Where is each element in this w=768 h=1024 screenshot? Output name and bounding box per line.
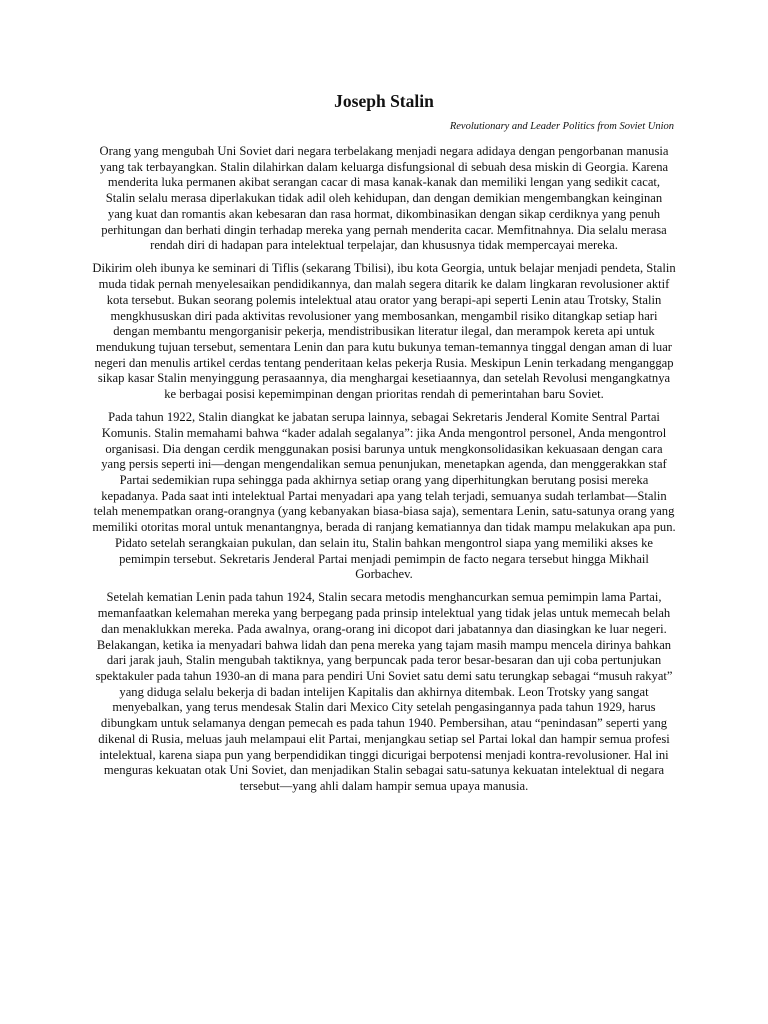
paragraph-3: Pada tahun 1922, Stalin diangkat ke jabatan serupa lainnya, sebagai Sekretaris Jenderal Komite Sentral Partai Komunis. Stalin memahami bahwa “kader adalah segalanya”: jika Anda mengontrol personel, Anda mengontrol organisasi. Dia dengan cerdik menggunakan posisi barunya untuk mengkonsolidasikan kekuasaan dengan cara yang persis seperti ini—dengan mengendalikan semua penunjukan, menetapkan agenda, dan menggerakkan staf Partai sedemikian rupa sehingga pada akhirnya setiap orang yang diperhitungkan berutang posisi mereka kepadanya. Pada saat inti intelektual Partai menyadari apa yang telah terjadi, semuanya sudah terlambat—Stalin telah menempatkan orang-orangnya (yang kebanyakan biasa-biasa saja), sementara Lenin, satu-satunya orang yang memiliki otoritas moral untuk menantangnya, berada di ranjang kematiannya dan tidak mampu melakukan apa pun. Pidato setelah serangkaian pukulan, dan selain itu, Stalin bahkan mengontrol siapa yang memiliki akses ke pemimpin tersebut. Sekretaris Jenderal Partai menjadi pemimpin de facto negara tersebut hingga Mikhail Gorbachev. — [92, 410, 676, 582]
document-title: Joseph Stalin — [334, 91, 434, 111]
paragraph-2: Dikirim oleh ibunya ke seminari di Tiflis (sekarang Tbilisi), ibu kota Georgia, untuk belajar menjadi pendeta, Stalin muda tidak pernah menyelesaikan pendidikannya, dan malah segera ditarik ke dalam lingkaran revolusioner aktif kota tersebut. Bukan seorang polemis intelektual atau orator yang berapi-api seperti Lenin atau Trotsky, Stalin mengkhususkan diri pada aktivitas revolusioner yang membosankan, mengambil risiko ditangkap setiap hari dengan membantu mengorganisir pekerja, mendistribusikan literatur ilegal, dan merampok kereta api untuk mendukung tujuan tersebut, sementara Lenin dan para kutu bukunya teman-temannya tinggal dengan aman di luar negeri dan menulis artikel cerdas tentang penderitaan kelas pekerja Rusia. Meskipun Lenin terkadang menganggap sikap kasar Stalin menyinggung perasaannya, dia menghargai kesetiaannya, dan setelah Revolusi mengangkatnya ke berbagai posisi kepemimpinan dengan prioritas rendah di pemerintahan baru Soviet. — [92, 261, 676, 402]
document-subtitle: Revolutionary and Leader Politics from Soviet Union — [449, 121, 674, 132]
document-body — [92, 144, 676, 802]
paragraph-4: Setelah kematian Lenin pada tahun 1924, Stalin secara metodis menghancurkan semua pemimpin lama Partai, memanfaatkan kelemahan mereka yang berpegang pada prinsip intelektual yang tidak jelas untuk memecah belah dan menaklukkan mereka. Pada awalnya, orang-orang ini dicopot dari jabatannya dan diasingkan ke luar negeri. Belakangan, ketika ia menyadari bahwa lidah dan pena mereka yang tajam masih mampu mencela dirinya bahkan dari jarak jauh, Stalin mengubah taktiknya, yang berpuncak pada teror besar-besaran dan uji coba pertunjukan spektakuler pada tahun 1930-an di mana para pendiri Uni Soviet satu demi satu terungkap sebagai “musuh rakyat” yang diduga selalu bekerja di badan intelijen Kapitalis dan akhirnya ditembak. Leon Trotsky yang sangat menyebalkan, yang terus mendesak Stalin dari Mexico City setelah pengasingannya pada tahun 1929, harus dibungkam untuk selamanya dengan pemecah es pada tahun 1940. Pembersihan, atau “penindasan” seperti yang dikenal di Rusia, meluas jauh melampaui elit Partai, menjangkau setiap sel Partai lokal dan hampir semua profesi intelektual, karena siapa pun yang berpendidikan tinggi dicurigai berpotensi menjadi kontra-revolusioner. Hal ini menguras kekuatan otak Uni Soviet, dan menjadikan Stalin sebagai satu-satunya kekuatan intelektual di negara tersebut—yang ahli dalam hampir semua upaya manusia. — [95, 590, 673, 793]
paragraph-1: Orang yang mengubah Uni Soviet dari negara terbelakang menjadi negara adidaya dengan pengorbanan manusia yang tak terbayangkan. Stalin dilahirkan dalam keluarga disfungsional di sebuah desa miskin di Georgia. Karena menderita luka permanen akibat serangan cacar di masa kanak-kanak dan memiliki lengan yang sedikit cacat, Stalin selalu merasa diperlakukan tidak adil oleh kehidupan, dan dengan demikian mengembangkan keinginan yang kuat dan romantis akan kebesaran dan rasa hormat, dikombinasikan dengan sikap cerdiknya yang penuh perhitungan dan berhati dingin terhadap mereka yang pernah menderita cacar. Memfitnahnya. Dia selalu merasa rendah diri di hadapan para intelektual terpelajar, dan khususnya tidak mempercayai mereka. — [99, 144, 669, 253]
